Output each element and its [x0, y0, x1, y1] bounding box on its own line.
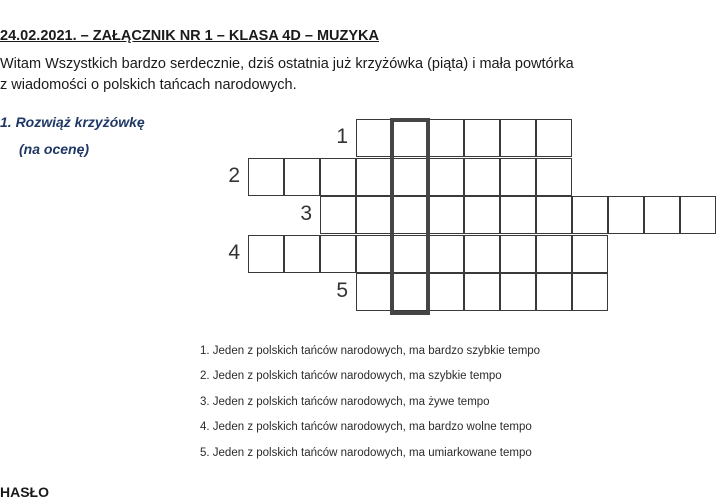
crossword-cell[interactable] [248, 235, 284, 273]
row-number-5: 5 [336, 279, 348, 302]
crossword-cell[interactable] [572, 235, 608, 273]
crossword-cell[interactable] [500, 273, 536, 311]
crossword-cell[interactable] [356, 158, 392, 196]
crossword-cell[interactable] [428, 273, 464, 311]
crossword-cell[interactable] [464, 196, 500, 234]
crossword-cell[interactable] [428, 196, 464, 234]
intro-line-1: Witam Wszystkich bardzo serdecznie, dziś ostatnia już krzyżówka (piąta) i mała powtórka [0, 56, 574, 72]
row-number-2: 2 [228, 163, 240, 187]
clue-2: 2. Jeden z polskich tańców narodowych, ma szybkie tempo [200, 370, 502, 383]
clue-4: 4. Jeden z polskich tańców narodowych, ma bardzo wolne tempo [200, 421, 532, 434]
clue-5: 5. Jeden z polskich tańców narodowych, ma umiarkowane tempo [200, 446, 532, 459]
task-note: (na ocenę) [19, 141, 90, 157]
crossword-cell[interactable] [356, 235, 392, 273]
crossword-cell[interactable] [356, 273, 392, 311]
clue-1: 1. Jeden z polskich tańców narodowych, ma bardzo szybkie tempo [200, 345, 541, 357]
row-number-4: 4 [228, 240, 240, 264]
crossword-cell[interactable] [320, 196, 356, 234]
crossword-cell[interactable] [500, 235, 536, 273]
row-number-3: 3 [300, 202, 312, 225]
clue-3: 3. Jeden z polskich tańców narodowych, ma żywe tempo [200, 395, 490, 408]
crossword-cell[interactable] [428, 119, 464, 157]
crossword-cell[interactable] [284, 235, 320, 273]
crossword-cell[interactable] [284, 158, 320, 196]
intro-line-2: z wiadomości o polskich tańcach narodowych. [0, 77, 297, 93]
crossword-cell[interactable] [356, 119, 392, 157]
row-number-1: 1 [336, 125, 348, 148]
clue-list [200, 345, 540, 472]
crossword-cell[interactable] [428, 158, 464, 196]
crossword-cell[interactable] [320, 235, 356, 273]
crossword-cell[interactable] [428, 235, 464, 273]
crossword-cell[interactable] [536, 119, 572, 157]
crossword-cell[interactable] [680, 196, 716, 234]
crossword-cell[interactable] [500, 119, 536, 157]
crossword-cell[interactable] [464, 158, 500, 196]
crossword-cell[interactable] [536, 235, 572, 273]
crossword-cell[interactable] [500, 196, 536, 234]
crossword-cell[interactable] [320, 158, 356, 196]
crossword-cell[interactable] [536, 273, 572, 311]
crossword-cell[interactable] [608, 196, 644, 234]
crossword-cell[interactable] [572, 273, 608, 311]
crossword-cell[interactable] [536, 158, 572, 196]
crossword-cell[interactable] [464, 119, 500, 157]
document-title: 24.02.2021. – ZAŁĄCZNIK NR 1 – KLASA 4D – MUZYKA [0, 28, 379, 44]
crossword-cell[interactable] [500, 158, 536, 196]
crossword-cell[interactable] [248, 158, 284, 196]
solution-label: HASŁO [0, 484, 49, 500]
crossword-cell[interactable] [572, 196, 608, 234]
solution-column-highlight [390, 118, 430, 315]
crossword-cell[interactable] [356, 196, 392, 234]
crossword-cell[interactable] [644, 196, 680, 234]
crossword-cell[interactable] [536, 196, 572, 234]
crossword-cell[interactable] [464, 273, 500, 311]
crossword-cell[interactable] [464, 235, 500, 273]
task-label: 1. Rozwiąż krzyżówkę [0, 114, 145, 130]
